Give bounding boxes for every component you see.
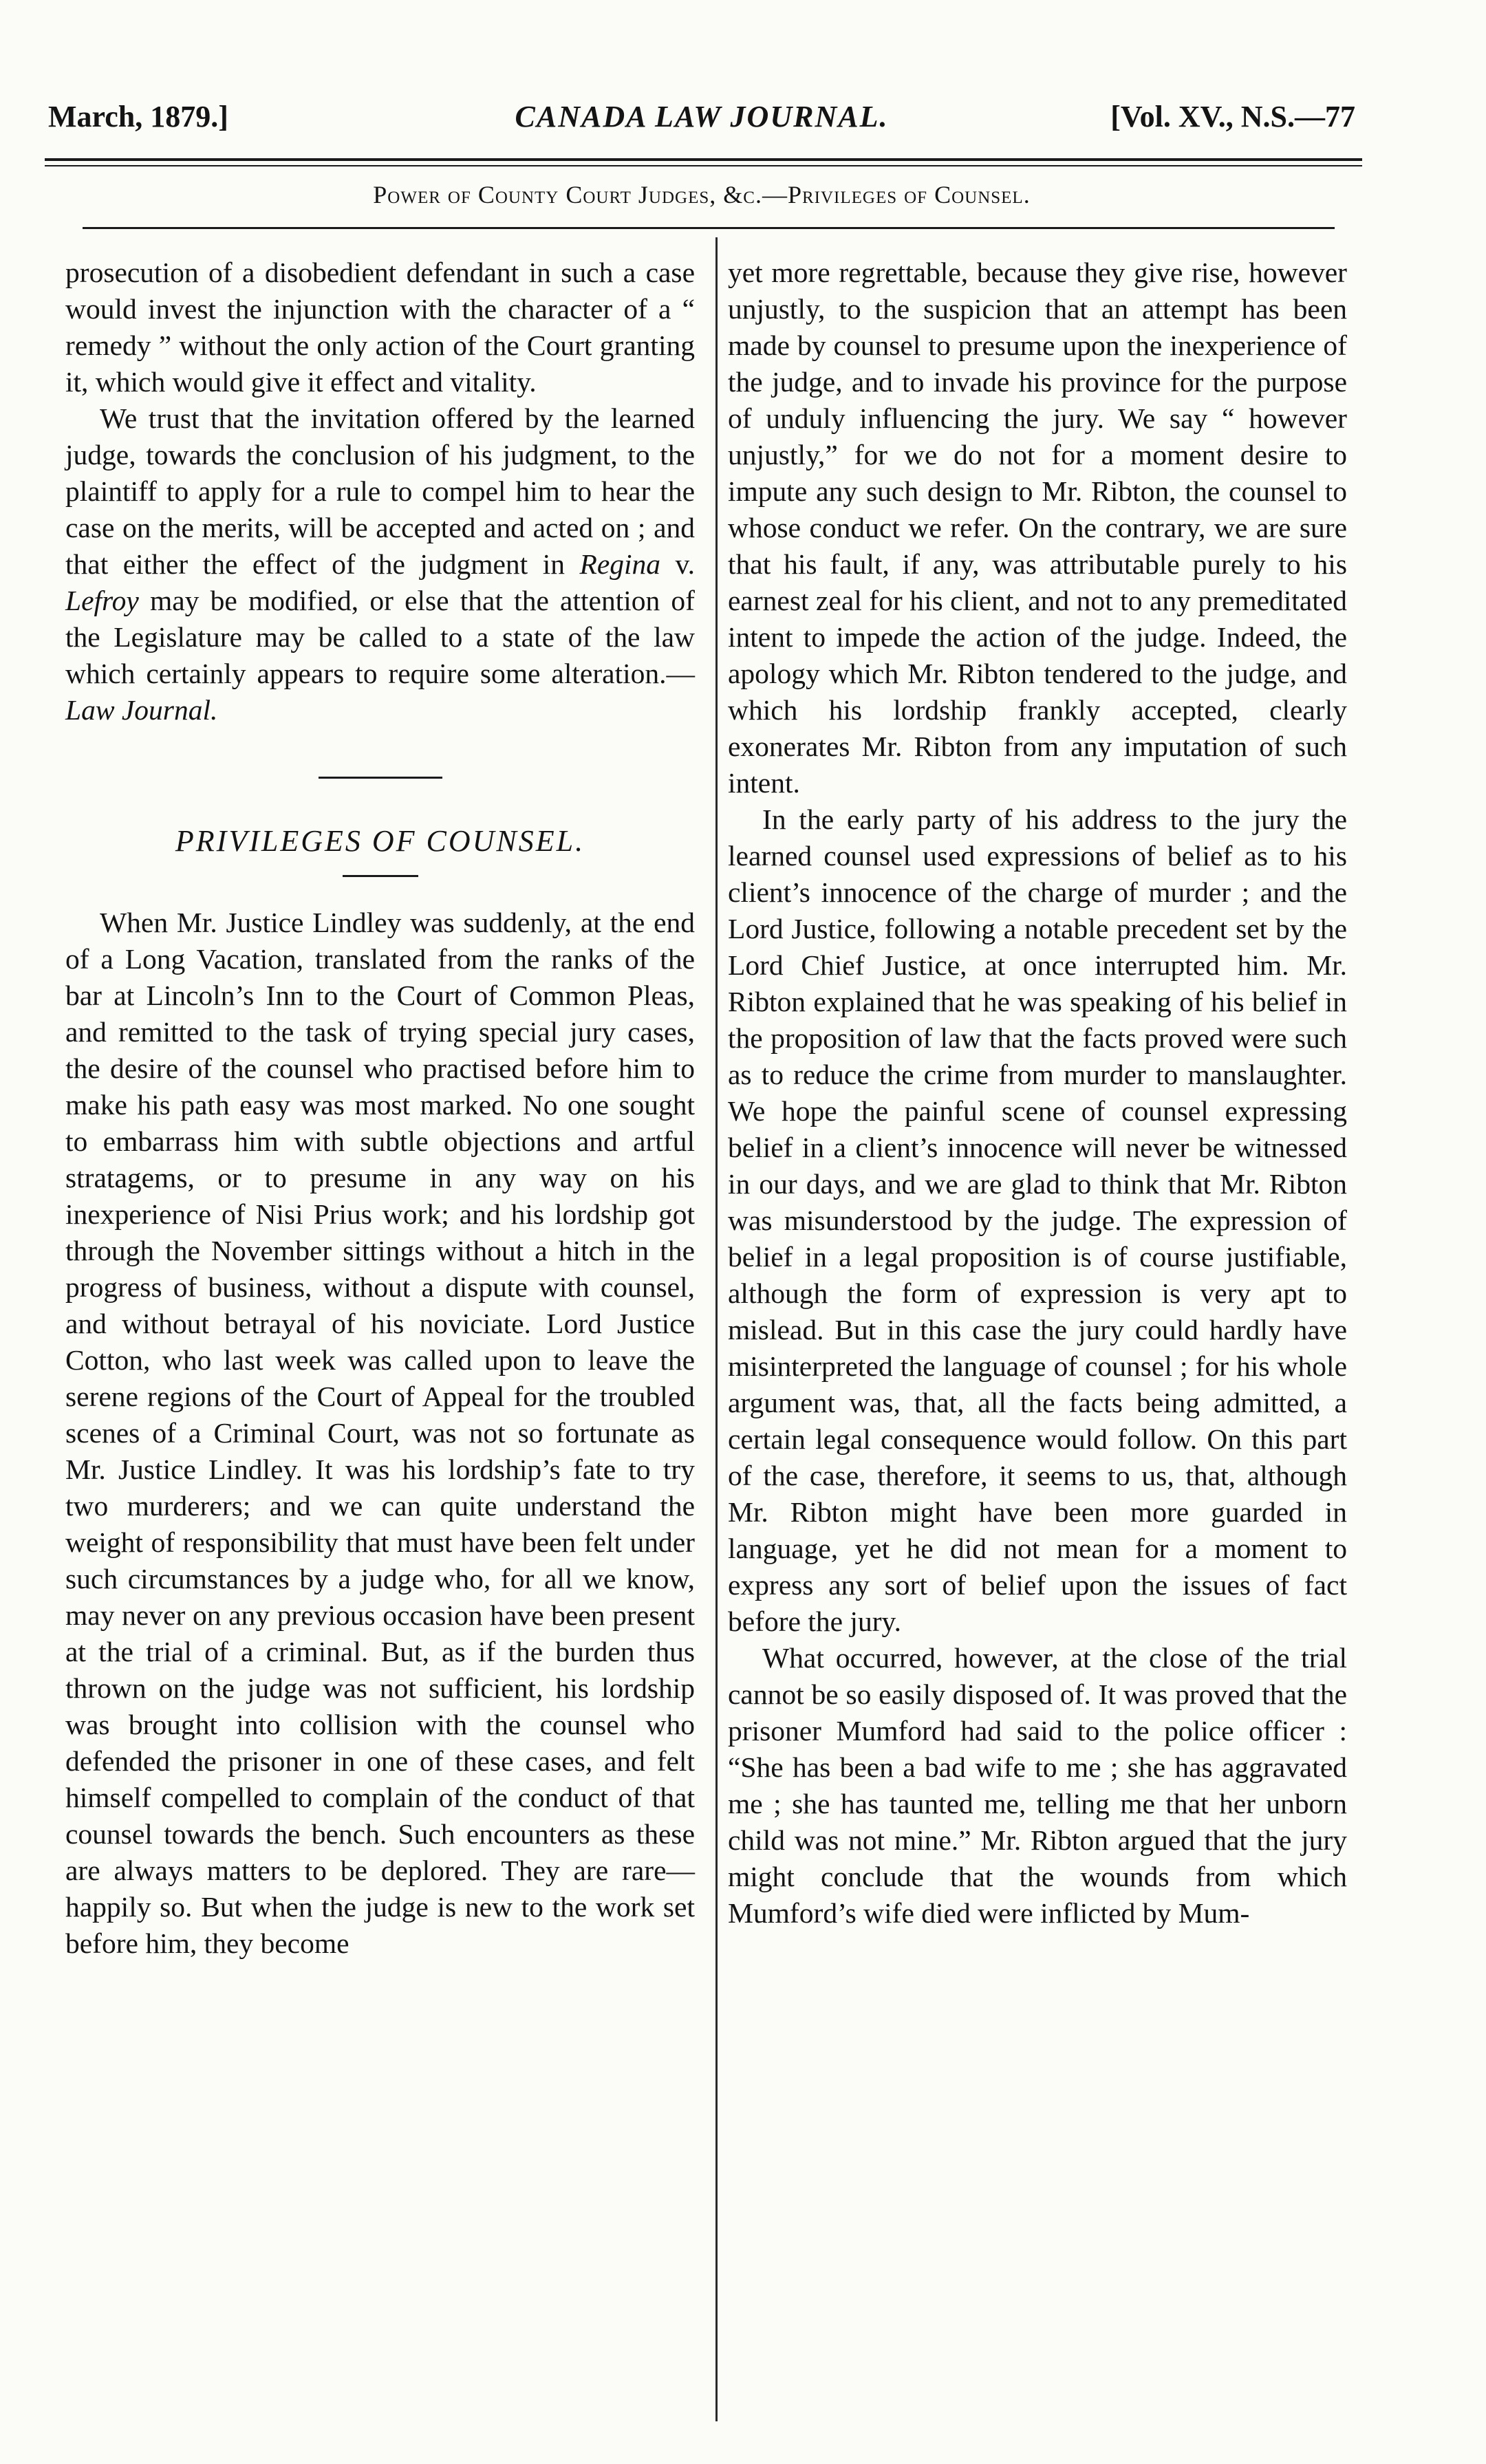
section-subheader: Power of County Court Judges, &c.—Privileges of Counsel. — [373, 181, 1031, 208]
article-separator — [319, 777, 442, 779]
column-divider — [715, 237, 718, 2421]
paragraph: When Mr. Justice Lindley was suddenly, at the end of a Long Vacation, translated from the ranks of the bar at Lincoln’s Inn to the Court of Common Pleas, and remitted to the task of trying special jury cases, the desire of the counsel who practised before him to make his path easy was most marked. No one sought to embarrass him with subtle objections and artful stratagems, or to presume in any way on his inexperience of Nisi Prius work; and his lordship got through the November sittings without a hitch in the progress of business, without a dispute with counsel, and without betrayal of his noviciate. Lord Justice Cotton, who last week was called upon to leave the serene regions of the Court of Appeal for the troubled scenes of a Criminal Court, was not so fortunate as Mr. Justice Lindley. It was his lordship’s fate to try two murderers; and we can quite understand the weight of responsibility that must have been felt under such circumstances by a judge who, for all we know, may never on any previous occasion have been present at the trial of a criminal. But, as if the burden thus thrown on the judge was not sufficient, his lordship was brought into collision with the counsel who defended the prisoner in one of these cases, and felt himself compelled to complain of the conduct of that counsel towards the bench. Such encounters as these are always matters to be deplored. They are rare—happily so. But when the judge is new to the work set before him, they become — [65, 907, 695, 1959]
paragraph: In the early party of his address to the jury the learned counsel used expressions of belief as to his client’s innocence of the charge of murder ; and the Lord Justice, following a notable precedent set by the Lord Chief Justice, at once interrupted him. Mr. Ribton explained that he was speaking of his belief in the proposition of law that the facts proved were such as to reduce the crime from murder to manslaughter. We hope the painful scene of counsel expressing belief in a client’s innocence will never be witnessed in our days, and we are glad to think that Mr. Ribton was misunderstood by the judge. The expression of belief in a legal proposition is of course justifiable, although the form of expression is very apt to mislead. But in this case the jury could hardly have misinterpreted the language of counsel ; for his whole argument was, that, all the facts being admitted, a certain legal consequence would follow. On this part of the case, therefore, it seems to us, that, although Mr. Ribton might have been more guarded in language, yet he did not mean for a moment to express any sort of belief upon the issues of fact before the jury. — [728, 803, 1347, 1637]
volume-page: [Vol. XV., N.S.—77 — [1110, 100, 1355, 133]
subheader-rule — [83, 227, 1335, 229]
paragraph: What occurred, however, at the close of the trial cannot be so easily disposed of. It was proved that the prisoner Mumford had said to the police officer : “She has been a bad wife to me ; she has aggravated me ; she has taunted me, telling me that her unborn child was not mine.” Mr. Ribton argued that the jury might conclude that the wounds from which Mumford’s wife died were inflicted by Mum- — [728, 1642, 1347, 1929]
paragraph: prosecution of a disobedient defendant in such a case would invest the injunction with the character of a “ remedy ” without the only action of the Court granting it, which would give it effect and vitality. — [65, 257, 695, 398]
header-rule-thin — [45, 165, 1362, 166]
journal-title: CANADA LAW JOURNAL. — [515, 100, 889, 133]
header-date: March, 1879.] — [48, 100, 228, 133]
left-column — [65, 255, 695, 1962]
article-title: PRIVILEGES OF COUNSEL. — [175, 824, 585, 858]
case-name: Regina — [579, 548, 661, 580]
running-header — [48, 96, 1355, 144]
source-citation: Law Journal. — [65, 694, 218, 726]
paragraph: yet more regrettable, because they give rise, however unjustly, to the suspicion that an attempt has been made by counsel to presume upon the inexperience of the judge, and to invade his province for the purpose of unduly influencing the jury. We say “ however unjustly,” for we do not for a moment desire to impute any such design to Mr. Ribton, the counsel to whose conduct we refer. On the contrary, we are sure that his fault, if any, was attributable purely to his earnest zeal for his client, and not to any premeditated intent to impede the action of the judge. Indeed, the apology which Mr. Ribton tendered to the judge, and which his lordship frankly accepted, clearly exonerates Mr. Ribton from any imputation of such intent. — [728, 257, 1347, 799]
right-column — [728, 255, 1347, 1932]
title-rule — [343, 875, 418, 877]
case-name: Lefroy — [65, 585, 139, 616]
paragraph: We trust that the invitation offered by the learned judge, towards the conclusion of his judgment, to the plaintiff to apply for a rule to compel him to hear the case on the merits, will be accepted and acted on ; and that either the effect of the judgment in Regina v. Lefroy may be modified, or else that the attention of the Legislature may be called to a state of the law which certainly appears to require some alteration.—Law Journal. — [65, 402, 695, 726]
header-rule-thick — [45, 158, 1362, 161]
